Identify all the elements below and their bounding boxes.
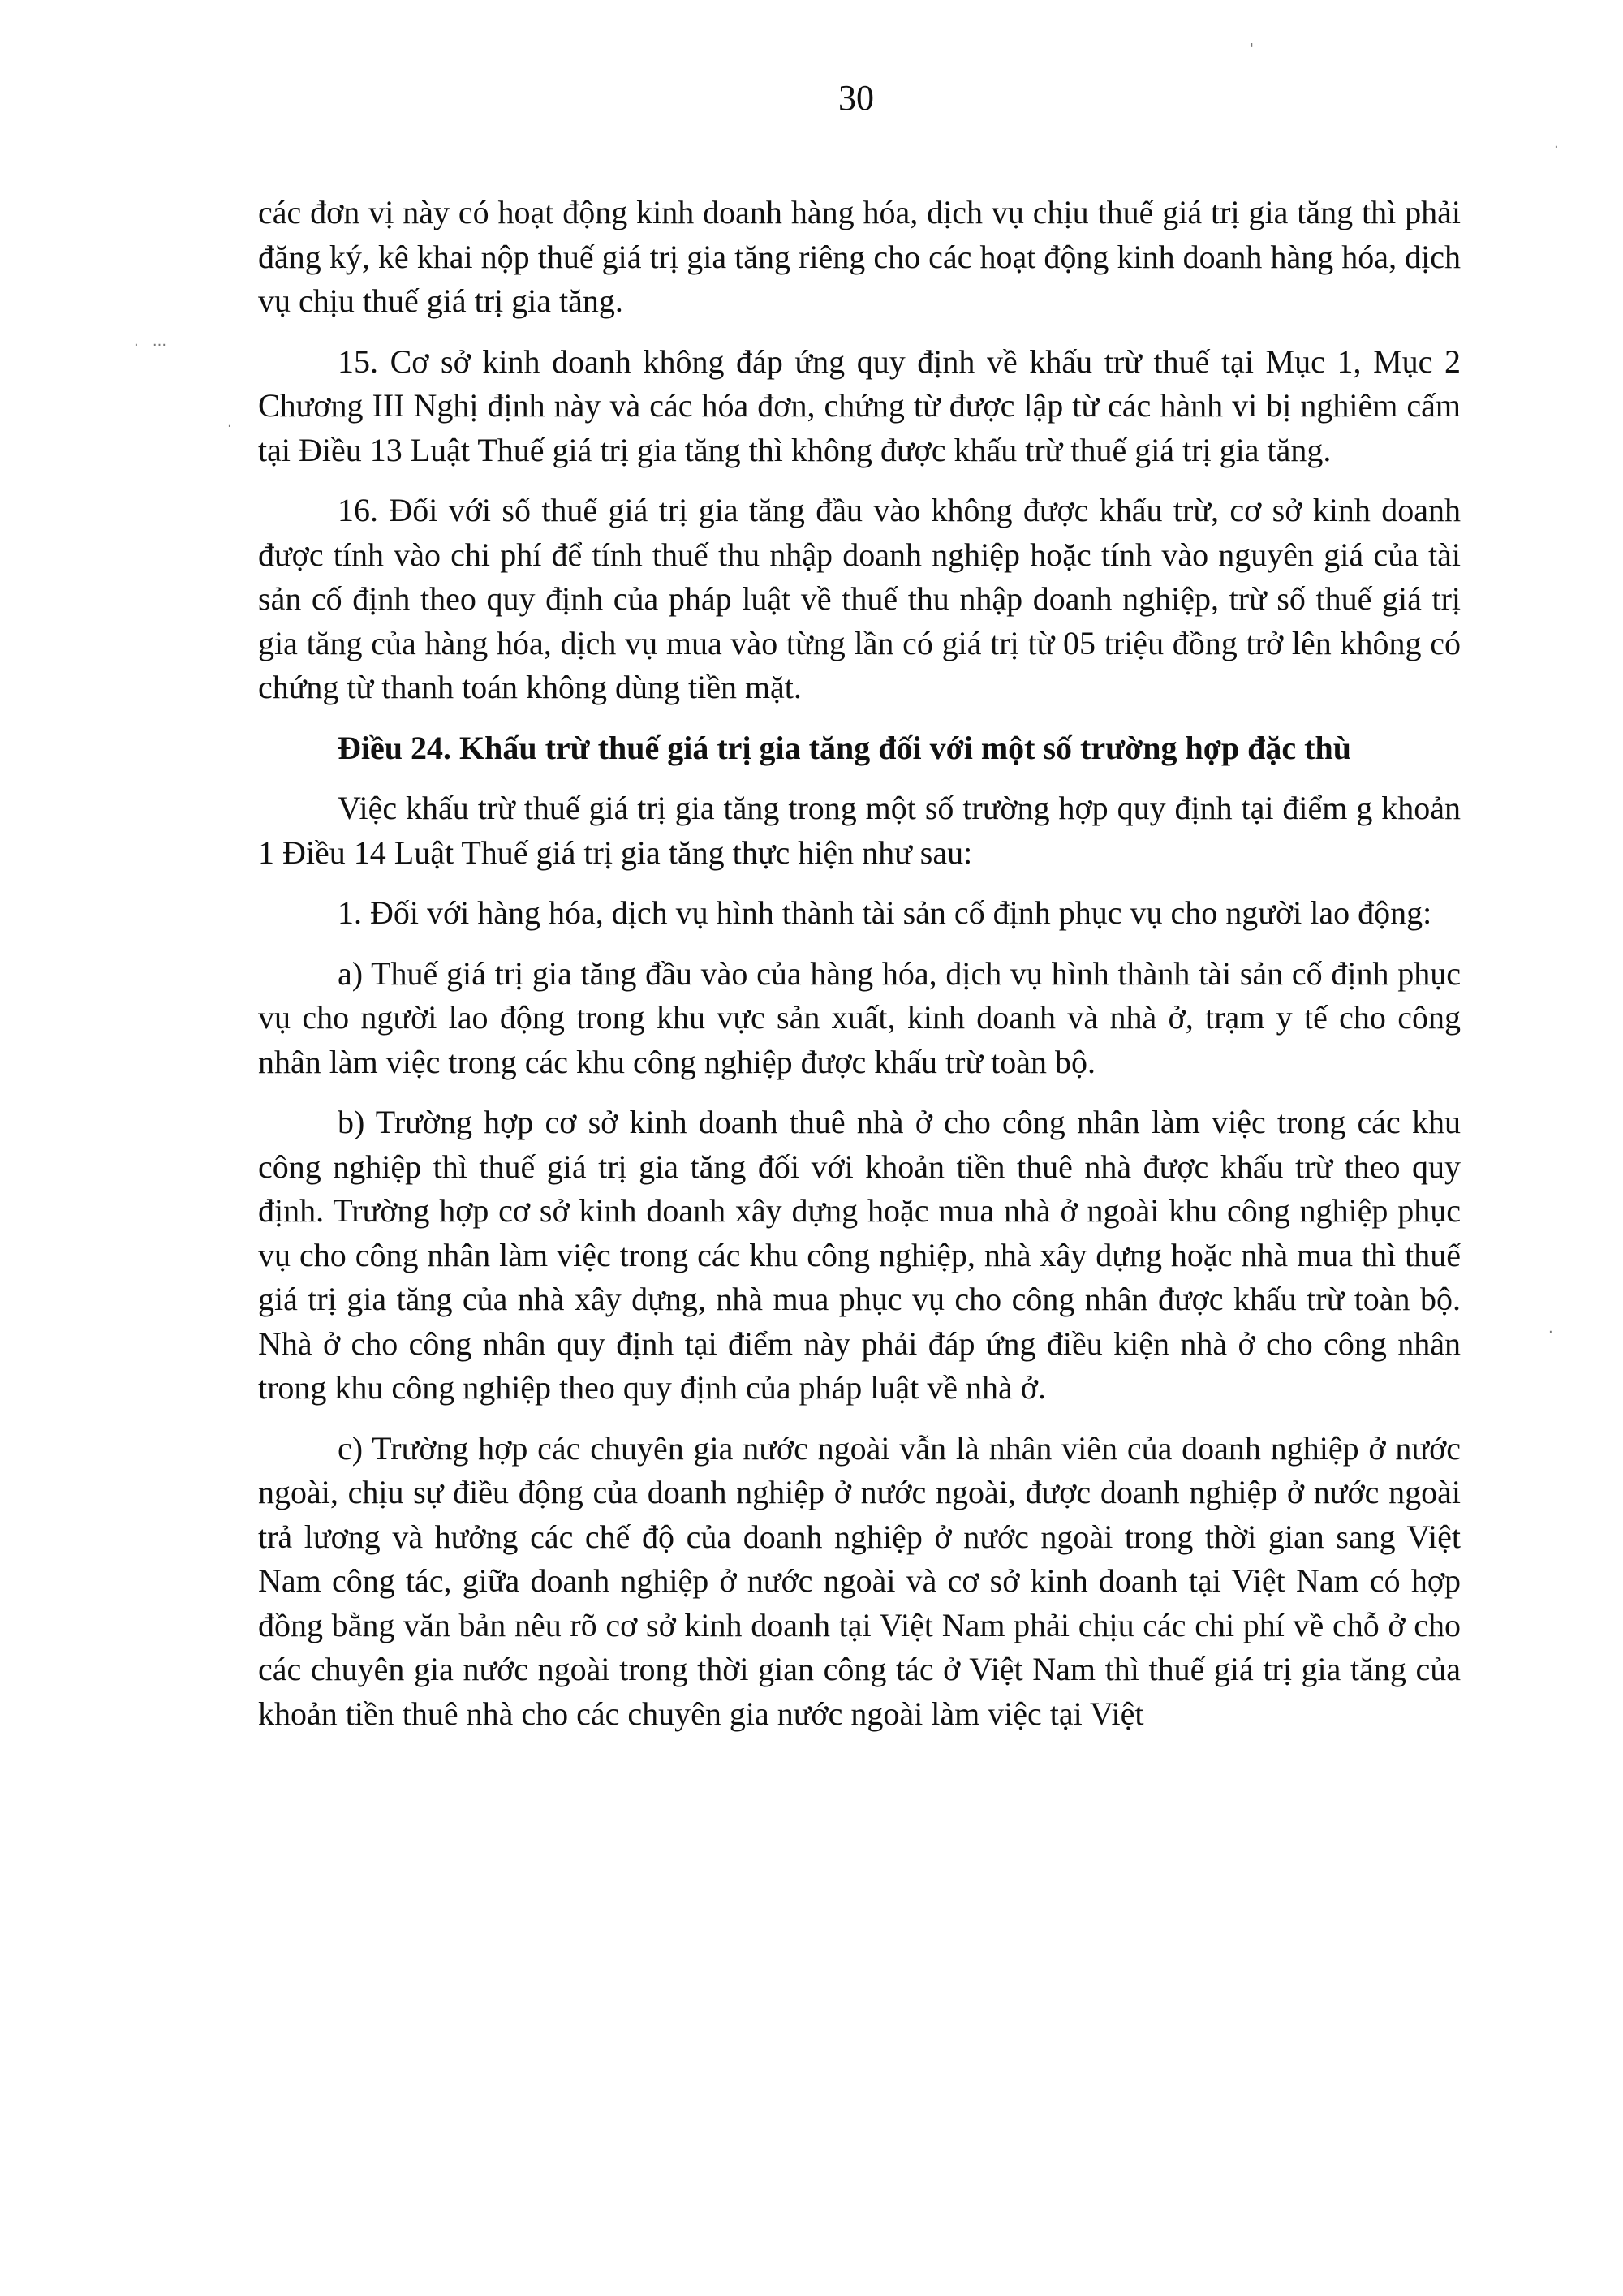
paragraph-article-24-intro: Việc khấu trừ thuế giá trị gia tăng trong một số trường hợp quy định tại điểm g khoản 1 Điều 14 Luật Thuế giá trị gia tăng thực hiện như sau: <box>258 790 1461 871</box>
scan-speck: . <box>227 414 232 431</box>
paragraph-continuation: các đơn vị này có hoạt động kinh doanh hàng hóa, dịch vụ chịu thuế giá trị gia tăng thì phải đăng ký, kê khai nộp thuế giá trị gia tăng riêng cho các hoạt động kinh doanh hàng hóa, dịch vụ chịu thuế giá trị gia tăng. <box>258 194 1461 319</box>
paragraph-clause-16: 16. Đối với số thuế giá trị gia tăng đầu vào không được khấu trừ, cơ sở kinh doanh được tính vào chi phí để tính thuế thu nhập doanh nghiệp hoặc tính vào nguyên giá của tài sản cố định theo quy định của pháp luật về thuế thu nhập doanh nghiệp, trừ số thuế giá trị gia tăng của hàng hóa, dịch vụ mua vào từng lần có giá trị từ 05 triệu đồng trở lên không có chứng từ thanh toán không dùng tiền mặt. <box>258 492 1461 705</box>
paragraph-item-1c: c) Trường hợp các chuyên gia nước ngoài vẫn là nhân viên của doanh nghiệp ở nước ngoài, chịu sự điều động của doanh nghiệp ở nước ngoài, được doanh nghiệp ở nước ngoài trả lương và hưởng các chế độ của doanh nghiệp ở nước ngoài trong thời gian sang Việt Nam công tác, giữa doanh nghiệp ở nước ngoài và cơ sở kinh doanh tại Việt Nam có hợp đồng bằng văn bản nêu rõ cơ sở kinh doanh tại Việt Nam phải chịu các chi phí về chỗ ở cho các chuyên gia nước ngoài trong thời gian công tác ở Việt Nam thì thuế giá trị gia tăng của khoản tiền thuê nhà cho các chuyên gia nước ngoài làm việc tại Việt <box>258 1429 1461 1732</box>
page-number: 30 <box>838 78 874 118</box>
paragraph-clause-15: 15. Cơ sở kinh doanh không đáp ứng quy định về khấu trừ thuế tại Mục 1, Mục 2 Chương III Nghị định này và các hóa đơn, chứng từ được lập từ các hành vi bị nghiêm cấm tại Điều 13 Luật Thuế giá trị gia tăng thì không được khấu trừ thuế giá trị gia tăng. <box>258 342 1461 468</box>
paragraph-item-1b: b) Trường hợp cơ sở kinh doanh thuê nhà ở cho công nhân làm việc trong các khu công nghiệp thì thuế giá trị gia tăng đối với khoản tiền thuê nhà được khấu trừ theo quy định. Trường hợp cơ sở kinh doanh xây dựng hoặc mua nhà ở ngoài khu công nghiệp phục vụ cho công nhân làm việc trong các khu công nghiệp, nhà xây dựng hoặc nhà mua thì thuế giá trị gia tăng của nhà xây dựng, nhà mua phục vụ cho công nhân được khấu trừ toàn bộ. Nhà ở cho công nhân quy định tại điểm này phải đáp ứng điều kiện nhà ở cho công nhân trong khu công nghiệp theo quy định của pháp luật về nhà ở. <box>258 1104 1461 1406</box>
paragraph-item-1a: a) Thuế giá trị gia tăng đầu vào của hàng hóa, dịch vụ hình thành tài sản cố định phục vụ cho người lao động trong khu vực sản xuất, kinh doanh và nhà ở, trạm y tế cho công nhân làm việc trong các khu công nghiệp được khấu trừ toàn bộ. <box>258 954 1461 1080</box>
document-body <box>258 191 1461 1752</box>
scan-speck: . <box>1548 1320 1553 1337</box>
scan-speck: ' <box>1250 41 1254 58</box>
article-24-heading: Điều 24. Khấu trừ thuế giá trị gia tăng đối với một số trường hợp đặc thù <box>338 729 1351 766</box>
paragraph-item-1: 1. Đối với hàng hóa, dịch vụ hình thành tài sản cố định phục vụ cho người lao động: <box>338 894 1432 931</box>
scan-speck: . <box>1554 135 1559 152</box>
scan-speck: . ... <box>134 333 167 350</box>
